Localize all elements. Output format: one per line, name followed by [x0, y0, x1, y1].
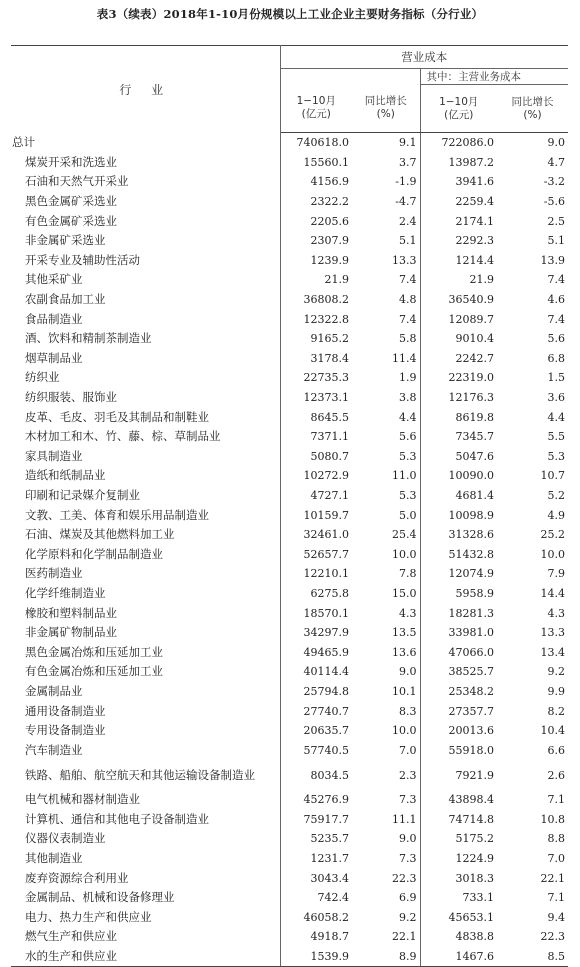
industry-name-cell: 家具制造业 — [11, 447, 280, 467]
table-row — [11, 329, 568, 349]
industry-name-cell: 水的生产和供应业 — [11, 947, 280, 967]
revenue-cost-growth-cell: 7.3 — [399, 852, 417, 866]
revenue-cost-growth-cell: 1.9 — [399, 371, 417, 385]
industry-name-cell: 计算机、通信和其他电子设备制造业 — [11, 810, 280, 830]
revenue-cost-header: 营业成本 — [280, 46, 568, 69]
revenue-cost-value-cell: 2322.2 — [310, 195, 349, 209]
main-business-cost-growth-cell: 6.6 — [547, 743, 565, 757]
table-row — [11, 868, 568, 888]
main-business-cost-growth-cell: 4.6 — [547, 293, 565, 307]
industry-name-cell: 橡胶和塑料制品业 — [11, 603, 280, 623]
main-business-cost-value-cell: 10090.0 — [420, 466, 497, 486]
table-row — [11, 829, 568, 849]
table-row — [11, 505, 568, 525]
table-row — [11, 701, 568, 721]
main-business-cost-growth-cell: 9.0 — [547, 136, 565, 150]
revenue-cost-growth-cell: 15.0 — [392, 586, 417, 600]
revenue-cost-value-cell: 8645.5 — [310, 410, 349, 424]
revenue-cost-growth-cell: 8.3 — [399, 704, 417, 718]
revenue-cost-value-cell: 740618.0 — [296, 136, 349, 150]
revenue-cost-value-cell: 742.4 — [317, 891, 349, 905]
main-business-cost-growth-cell: 5.2 — [547, 488, 565, 502]
industry-name-cell: 医药制造业 — [11, 564, 280, 584]
table-row — [11, 211, 568, 231]
revenue-cost-value-cell: 7371.1 — [310, 430, 349, 444]
main-business-cost-growth-cell: 4.4 — [547, 410, 565, 424]
main-business-cost-growth-cell: 25.2 — [540, 528, 565, 542]
main-business-cost-growth-cell: 7.4 — [547, 312, 565, 326]
main-business-cost-value-cell: 13987.2 — [420, 153, 497, 173]
revenue-cost-value-cell: 25794.8 — [303, 684, 349, 698]
revenue-cost-growth-cell: 11.0 — [392, 469, 417, 483]
main-business-cost-value-cell: 74714.8 — [420, 810, 497, 830]
main-business-cost-value-cell: 7345.7 — [420, 427, 497, 447]
revenue-cost-growth-cell: 8.9 — [352, 947, 420, 967]
table-row — [11, 270, 568, 290]
main-business-cost-growth-cell: 9.2 — [547, 665, 565, 679]
table-title: 表3（续表）2018年1-10月份规模以上工业企业主要财务指标（分行业） — [96, 7, 484, 21]
revenue-cost-growth-cell: 11.4 — [392, 351, 417, 365]
revenue-cost-growth-cell: 7.4 — [399, 273, 417, 287]
table-row — [11, 790, 568, 810]
industry-name-cell: 农副食品加工业 — [11, 290, 280, 310]
revenue-cost-growth-cell: 7.4 — [399, 312, 417, 326]
table-row — [11, 349, 568, 369]
revenue-cost-value-cell: 49465.9 — [303, 645, 349, 659]
revenue-cost-growth-cell: 5.0 — [399, 508, 417, 522]
industry-name-cell: 烟草制品业 — [11, 349, 280, 369]
main-business-cost-value-cell: 1224.9 — [420, 849, 497, 869]
industry-name-cell: 酒、饮料和精制茶制造业 — [11, 329, 280, 349]
industry-name-cell: 开采专业及辅助性活动 — [11, 251, 280, 271]
main-business-cost-growth-cell: 10.7 — [540, 469, 565, 483]
main-business-cost-value-cell: 733.1 — [420, 888, 497, 908]
table-row — [11, 486, 568, 506]
main-business-cost-value-cell: 47066.0 — [420, 642, 497, 662]
table-row — [11, 908, 568, 928]
main-business-cost-growth-cell: 22.3 — [540, 930, 565, 944]
revenue-cost-value-cell: 15560.1 — [303, 155, 349, 169]
main-business-cost-growth-cell: 2.6 — [547, 768, 565, 782]
revenue-cost-value-cell: 4918.7 — [310, 930, 349, 944]
industry-name-cell: 电气机械和器材制造业 — [11, 790, 280, 810]
revenue-cost-value-cell: 8034.5 — [310, 768, 349, 782]
revenue-cost-growth-cell: 13.5 — [392, 626, 417, 640]
header-spacer — [280, 69, 420, 85]
main-business-cost-growth-cell: 13.4 — [540, 645, 565, 659]
table-row — [11, 947, 568, 967]
table-row — [11, 740, 568, 760]
main-business-cost-growth-cell: 5.3 — [547, 449, 565, 463]
revenue-cost-value-cell: 34297.9 — [303, 626, 349, 640]
revenue-cost-growth-cell: 6.9 — [399, 891, 417, 905]
table-row — [11, 603, 568, 623]
revenue-cost-value-cell: 12210.1 — [303, 567, 349, 581]
table-row — [11, 721, 568, 741]
revenue-cost-value-cell: 5235.7 — [310, 832, 349, 846]
main-business-cost-growth-cell: 7.4 — [547, 273, 565, 287]
main-business-cost-value-cell: 2292.3 — [420, 231, 497, 251]
revenue-cost-growth-cell: 9.1 — [399, 136, 417, 150]
industry-name-cell: 黑色金属冶炼和压延加工业 — [11, 642, 280, 662]
table-row — [11, 525, 568, 545]
table-row — [11, 849, 568, 869]
table-row — [11, 309, 568, 329]
revenue-cost-value-cell: 3178.4 — [310, 351, 349, 365]
main-business-cost-value-cell: 20013.6 — [420, 721, 497, 741]
revenue-cost-growth-cell: 13.6 — [392, 645, 417, 659]
revenue-cost-value-cell: 9165.2 — [310, 332, 349, 346]
period-header-2: 1−10月 (亿元) — [420, 85, 497, 133]
industry-name-cell: 通用设备制造业 — [11, 701, 280, 721]
industry-name-cell: 非金属矿物制品业 — [11, 623, 280, 643]
main-business-cost-value-cell: 9010.4 — [420, 329, 497, 349]
industry-name-cell: 纺织业 — [11, 368, 280, 388]
main-business-cost-growth-cell: 9.9 — [547, 684, 565, 698]
industry-name-cell: 电力、热力生产和供应业 — [11, 908, 280, 928]
revenue-cost-growth-cell: 10.0 — [392, 724, 417, 738]
industry-name-cell: 非金属矿采选业 — [11, 231, 280, 251]
industry-name-cell: 专用设备制造业 — [11, 721, 280, 741]
main-business-cost-value-cell: 2242.7 — [420, 349, 497, 369]
main-business-cost-value-cell: 7921.9 — [420, 760, 497, 790]
main-business-cost-growth-cell: 10.0 — [540, 547, 565, 561]
revenue-cost-value-cell: 32461.0 — [303, 528, 349, 542]
main-business-cost-growth-cell: 6.8 — [547, 351, 565, 365]
revenue-cost-value-cell: 2205.6 — [310, 214, 349, 228]
revenue-cost-growth-cell: 4.8 — [399, 293, 417, 307]
main-business-cost-growth-cell: 4.9 — [547, 508, 565, 522]
table-row — [11, 192, 568, 212]
revenue-cost-value-cell: 52657.7 — [303, 547, 349, 561]
revenue-cost-value-cell: 75917.7 — [303, 812, 349, 826]
revenue-cost-growth-cell: -4.7 — [395, 195, 417, 209]
revenue-cost-value-cell: 36808.2 — [303, 293, 349, 307]
revenue-cost-growth-cell: 9.0 — [399, 665, 417, 679]
revenue-cost-growth-cell: -1.9 — [395, 175, 417, 189]
industry-name-cell: 煤炭开采和洗选业 — [11, 153, 280, 173]
industry-name-cell: 金属制品业 — [11, 682, 280, 702]
industry-name-cell: 汽车制造业 — [11, 740, 280, 760]
main-business-cost-value-cell: 22319.0 — [420, 368, 497, 388]
revenue-cost-growth-cell: 5.8 — [399, 332, 417, 346]
revenue-cost-growth-cell: 3.7 — [399, 155, 417, 169]
main-business-cost-growth-cell: 4.7 — [547, 155, 565, 169]
table-row — [11, 888, 568, 908]
revenue-cost-value-cell: 1539.9 — [280, 947, 352, 967]
main-business-cost-growth-cell: 14.4 — [540, 586, 565, 600]
revenue-cost-growth-cell: 9.0 — [399, 832, 417, 846]
industry-name-cell: 有色金属冶炼和压延加工业 — [11, 662, 280, 682]
revenue-cost-value-cell: 10272.9 — [303, 469, 349, 483]
main-business-cost-growth-cell: 10.8 — [540, 812, 565, 826]
revenue-cost-value-cell: 22735.3 — [303, 371, 349, 385]
main-business-cost-value-cell: 12176.3 — [420, 388, 497, 408]
revenue-cost-value-cell: 12373.1 — [303, 391, 349, 405]
industry-name-cell: 总计 — [11, 133, 280, 153]
main-business-cost-growth-cell: -3.2 — [543, 175, 565, 189]
main-business-cost-growth-cell: 7.0 — [547, 852, 565, 866]
revenue-cost-growth-cell: 4.4 — [399, 410, 417, 424]
main-business-cost-value-cell: 10098.9 — [420, 505, 497, 525]
industry-name-cell: 其他采矿业 — [11, 270, 280, 290]
revenue-cost-value-cell: 27740.7 — [303, 704, 349, 718]
main-business-cost-growth-cell: 7.9 — [547, 567, 565, 581]
period-header-1: 1−10月 (亿元) — [280, 85, 352, 133]
revenue-cost-value-cell: 1231.7 — [310, 852, 349, 866]
table-row — [11, 153, 568, 173]
table-row — [11, 231, 568, 251]
table-header — [11, 46, 568, 133]
revenue-cost-value-cell: 4156.9 — [310, 175, 349, 189]
main-business-cost-value-cell: 21.9 — [420, 270, 497, 290]
main-business-cost-header: 其中：主营业务成本 — [420, 69, 568, 85]
main-business-cost-value-cell: 43898.4 — [420, 790, 497, 810]
main-business-cost-value-cell: 31328.6 — [420, 525, 497, 545]
main-business-cost-value-cell: 12089.7 — [420, 309, 497, 329]
revenue-cost-growth-cell: 22.3 — [392, 871, 417, 885]
table-row — [11, 368, 568, 388]
table-row — [11, 407, 568, 427]
revenue-cost-value-cell: 10159.7 — [303, 508, 349, 522]
revenue-cost-value-cell: 40114.4 — [303, 665, 349, 679]
revenue-cost-value-cell: 1239.9 — [310, 253, 349, 267]
growth-header-1: 同比增长 (%) — [352, 85, 420, 133]
industry-name-cell: 废弃资源综合利用业 — [11, 868, 280, 888]
industry-name-cell: 文教、工美、体育和娱乐用品制造业 — [11, 505, 280, 525]
main-business-cost-growth-cell: 8.2 — [547, 704, 565, 718]
revenue-cost-value-cell: 45276.9 — [303, 793, 349, 807]
main-business-cost-value-cell: 5958.9 — [420, 584, 497, 604]
revenue-cost-growth-cell: 2.3 — [399, 768, 417, 782]
revenue-cost-value-cell: 46058.2 — [303, 910, 349, 924]
main-business-cost-value-cell: 1467.6 — [420, 947, 497, 967]
main-business-cost-growth-cell: 2.5 — [547, 214, 565, 228]
main-business-cost-value-cell: 38525.7 — [420, 662, 497, 682]
industry-name-cell: 黑色金属矿采选业 — [11, 192, 280, 212]
revenue-cost-growth-cell: 3.8 — [399, 391, 417, 405]
main-business-cost-growth-cell: 8.5 — [497, 947, 568, 967]
main-business-cost-growth-cell: 10.4 — [540, 724, 565, 738]
main-business-cost-value-cell: 722086.0 — [420, 133, 497, 153]
industry-name-cell: 其他制造业 — [11, 849, 280, 869]
revenue-cost-value-cell: 20635.7 — [303, 724, 349, 738]
main-business-cost-growth-cell: 22.1 — [540, 871, 565, 885]
revenue-cost-growth-cell: 2.4 — [399, 214, 417, 228]
revenue-cost-value-cell: 3043.4 — [310, 871, 349, 885]
table-row — [11, 427, 568, 447]
main-business-cost-value-cell: 25348.2 — [420, 682, 497, 702]
table-row — [11, 466, 568, 486]
main-business-cost-value-cell: 27357.7 — [420, 701, 497, 721]
revenue-cost-growth-cell: 11.1 — [392, 812, 417, 826]
financial-indicators-table — [11, 45, 568, 967]
table-row — [11, 251, 568, 271]
main-business-cost-value-cell: 4681.4 — [420, 486, 497, 506]
main-business-cost-value-cell: 4838.8 — [420, 927, 497, 947]
industry-name-cell: 皮革、毛皮、羽毛及其制品和制鞋业 — [11, 407, 280, 427]
main-business-cost-value-cell: 8619.8 — [420, 407, 497, 427]
revenue-cost-value-cell: 18570.1 — [303, 606, 349, 620]
main-business-cost-growth-cell: 5.5 — [547, 430, 565, 444]
revenue-cost-value-cell: 12322.8 — [303, 312, 349, 326]
main-business-cost-growth-cell: 1.5 — [547, 371, 565, 385]
revenue-cost-growth-cell: 5.1 — [399, 234, 417, 248]
main-business-cost-value-cell: 12074.9 — [420, 564, 497, 584]
revenue-cost-value-cell: 6275.8 — [310, 586, 349, 600]
revenue-cost-growth-cell: 7.3 — [399, 793, 417, 807]
industry-name-cell: 燃气生产和供应业 — [11, 927, 280, 947]
industry-name-cell: 有色金属矿采选业 — [11, 211, 280, 231]
table-row — [11, 290, 568, 310]
main-business-cost-growth-cell: 5.1 — [547, 234, 565, 248]
table-row — [11, 810, 568, 830]
table-row — [11, 927, 568, 947]
revenue-cost-growth-cell: 7.8 — [399, 567, 417, 581]
main-business-cost-value-cell: 5175.2 — [420, 829, 497, 849]
main-business-cost-value-cell: 3018.3 — [420, 868, 497, 888]
main-business-cost-growth-cell: 13.9 — [540, 253, 565, 267]
industry-name-cell: 木材加工和木、竹、藤、棕、草制品业 — [11, 427, 280, 447]
revenue-cost-value-cell: 21.9 — [324, 273, 349, 287]
revenue-cost-growth-cell: 10.1 — [392, 684, 417, 698]
table-row — [11, 760, 568, 790]
industry-name-cell: 石油、煤炭及其他燃料加工业 — [11, 525, 280, 545]
revenue-cost-growth-cell: 10.0 — [392, 547, 417, 561]
revenue-cost-growth-cell: 13.3 — [392, 253, 417, 267]
revenue-cost-growth-cell: 22.1 — [392, 930, 417, 944]
main-business-cost-value-cell: 36540.9 — [420, 290, 497, 310]
industry-name-cell: 化学纤维制造业 — [11, 584, 280, 604]
main-business-cost-value-cell: 18281.3 — [420, 603, 497, 623]
industry-name-cell: 印刷和记录媒介复制业 — [11, 486, 280, 506]
main-business-cost-growth-cell: 7.1 — [547, 891, 565, 905]
table-row — [11, 133, 568, 153]
table-row — [11, 584, 568, 604]
main-business-cost-value-cell: 2259.4 — [420, 192, 497, 212]
table-row — [11, 447, 568, 467]
growth-header-2: 同比增长 (%) — [497, 85, 568, 133]
main-business-cost-value-cell: 3941.6 — [420, 172, 497, 192]
revenue-cost-growth-cell: 5.6 — [399, 430, 417, 444]
main-business-cost-value-cell: 2174.1 — [420, 211, 497, 231]
revenue-cost-value-cell: 4727.1 — [310, 488, 349, 502]
main-business-cost-value-cell: 45653.1 — [420, 908, 497, 928]
industry-name-cell: 食品制造业 — [11, 309, 280, 329]
revenue-cost-value-cell: 5080.7 — [310, 449, 349, 463]
table-row — [11, 642, 568, 662]
main-business-cost-value-cell: 5047.6 — [420, 447, 497, 467]
table-row — [11, 682, 568, 702]
table-row — [11, 544, 568, 564]
industry-name-cell: 石油和天然气开采业 — [11, 172, 280, 192]
main-business-cost-value-cell: 1214.4 — [420, 251, 497, 271]
revenue-cost-growth-cell: 7.0 — [399, 743, 417, 757]
main-business-cost-growth-cell: 8.8 — [547, 832, 565, 846]
main-business-cost-value-cell: 51432.8 — [420, 544, 497, 564]
main-business-cost-growth-cell: 9.4 — [547, 910, 565, 924]
main-business-cost-growth-cell: 5.6 — [547, 332, 565, 346]
main-business-cost-growth-cell: -5.6 — [543, 195, 565, 209]
main-business-cost-growth-cell: 13.3 — [540, 626, 565, 640]
main-business-cost-growth-cell: 4.3 — [547, 606, 565, 620]
industry-name-cell: 金属制品、机械和设备修理业 — [11, 888, 280, 908]
industry-header: 行 业 — [11, 46, 280, 133]
revenue-cost-growth-cell: 5.3 — [399, 488, 417, 502]
revenue-cost-value-cell: 2307.9 — [310, 234, 349, 248]
industry-name-cell: 纺织服装、服饰业 — [11, 388, 280, 408]
table-row — [11, 172, 568, 192]
revenue-cost-growth-cell: 5.3 — [399, 449, 417, 463]
revenue-cost-growth-cell: 9.2 — [399, 910, 417, 924]
main-business-cost-growth-cell: 3.6 — [547, 391, 565, 405]
revenue-cost-growth-cell: 25.4 — [392, 528, 417, 542]
main-business-cost-value-cell: 33981.0 — [420, 623, 497, 643]
industry-name-cell: 造纸和纸制品业 — [11, 466, 280, 486]
revenue-cost-growth-cell: 4.3 — [399, 606, 417, 620]
industry-name-cell: 仪器仪表制造业 — [11, 829, 280, 849]
industry-name-cell: 铁路、船舶、航空航天和其他运输设备制造业 — [11, 760, 280, 790]
main-business-cost-growth-cell: 7.1 — [547, 793, 565, 807]
industry-name-cell: 化学原料和化学制品制造业 — [11, 544, 280, 564]
table-row — [11, 564, 568, 584]
table-row — [11, 388, 568, 408]
table-body — [11, 133, 568, 967]
table-row — [11, 662, 568, 682]
revenue-cost-value-cell: 57740.5 — [303, 743, 349, 757]
main-business-cost-value-cell: 55918.0 — [420, 740, 497, 760]
table-row — [11, 623, 568, 643]
